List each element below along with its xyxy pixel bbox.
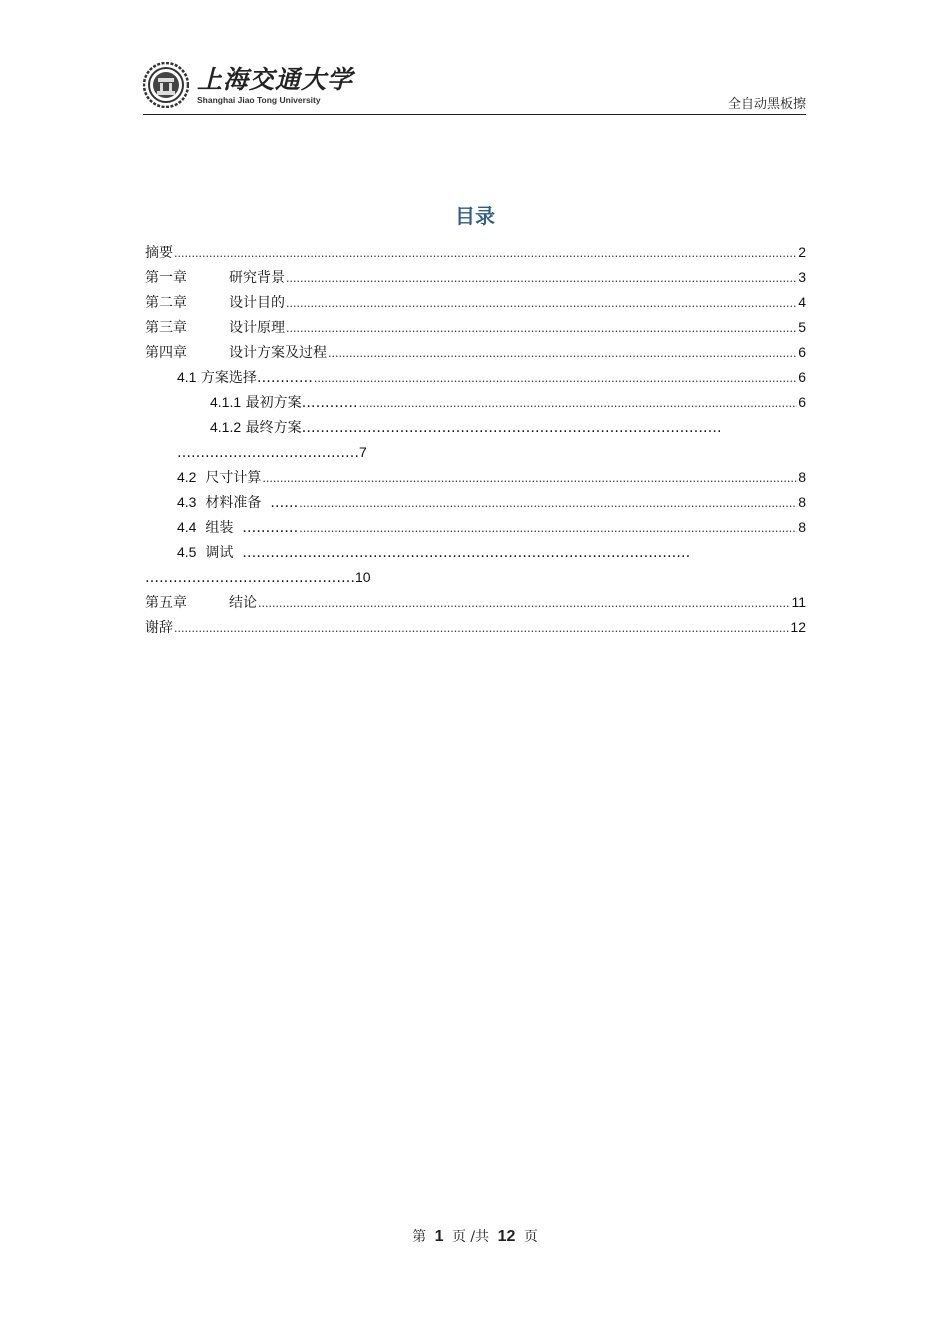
page-header	[143, 60, 806, 115]
toc-page-number: 3	[798, 269, 806, 285]
toc-leader	[286, 266, 797, 291]
logo-chinese-name: 上海交通大学	[197, 64, 354, 94]
toc-leader	[299, 491, 797, 516]
page-footer	[0, 1226, 950, 1246]
toc-page-number: 5	[798, 319, 806, 335]
toc-leader	[258, 591, 790, 616]
toc-chapter-number: 第二章	[145, 295, 187, 311]
toc-entry-chapter-1[interactable]	[145, 265, 806, 290]
toc-section-number: 4.5	[177, 544, 197, 560]
toc-entry-label: 设计原理	[229, 320, 285, 336]
toc-leader	[299, 516, 797, 541]
toc-entry-4-2[interactable]	[177, 465, 806, 490]
toc-leader-ellipsis: …………………………………	[177, 445, 359, 461]
toc-section-number: 4.3	[177, 494, 197, 510]
toc-chapter-number: 第一章	[145, 270, 187, 286]
toc-page-number: 2	[798, 244, 806, 260]
footer-prefix: 第	[412, 1229, 427, 1245]
toc-leader	[359, 391, 798, 416]
toc-leader	[286, 291, 797, 316]
toc-entry-label: 材料准备	[205, 495, 262, 511]
toc-leader	[314, 366, 797, 391]
toc-entry-4-1-2[interactable]	[210, 415, 722, 440]
toc-entry-chapter-2[interactable]	[145, 290, 806, 315]
university-seal-icon	[143, 62, 189, 108]
toc-section-number: 4.1.2	[210, 419, 242, 435]
toc-entry-4-1-1[interactable]	[210, 390, 806, 415]
toc-entry-4-5[interactable]	[177, 540, 690, 565]
footer-mid: 页 /共	[451, 1229, 490, 1245]
toc-page-number: 12	[790, 619, 806, 635]
toc-leader	[174, 241, 797, 266]
toc-page-number: 10	[355, 569, 371, 585]
toc-chapter-number: 第五章	[145, 595, 187, 611]
university-logo	[143, 62, 353, 108]
toc-page-number: 6	[798, 369, 806, 385]
toc-chapter-number: 第三章	[145, 320, 187, 336]
toc-entry-4-3[interactable]	[177, 490, 806, 515]
toc-entry-acknowledgement[interactable]	[145, 615, 806, 640]
toc-leader-ellipsis: …………	[242, 520, 299, 536]
toc-page-number: 7	[359, 444, 367, 460]
toc-leader-ellipsis: …………	[256, 370, 313, 386]
toc-entry-label: 方案选择	[200, 370, 257, 386]
toc-entry-4-1-2-continued[interactable]	[177, 440, 367, 465]
toc-section-number: 4.2	[177, 469, 197, 485]
toc-leader-ellipsis: ………………………………………………………………………………	[301, 420, 722, 436]
toc-leader-ellipsis: ……	[270, 495, 299, 511]
toc-page-number: 6	[798, 344, 806, 360]
toc-entry-chapter-3[interactable]	[145, 315, 806, 340]
toc-leader	[286, 316, 797, 341]
logo-english-name: Shanghai Jiao Tong University	[197, 94, 321, 105]
toc-page-number: 4	[798, 294, 806, 310]
toc-entry-4-1[interactable]	[177, 365, 806, 390]
toc-entry-label: 结论	[229, 595, 257, 611]
toc-title: 目录	[455, 204, 495, 228]
toc-leader-ellipsis: ……………………………………………………………………………………	[242, 545, 691, 561]
toc-entry-label: 最初方案	[245, 395, 302, 411]
toc-page-number: 8	[798, 519, 806, 535]
toc-leader	[262, 466, 797, 491]
toc-entry-label: 最终方案	[245, 420, 302, 436]
toc-entry-label: 设计方案及过程	[229, 345, 327, 361]
toc-page-number: 8	[798, 469, 806, 485]
toc-entry-label: 组装	[205, 520, 234, 536]
toc-leader	[328, 341, 797, 366]
toc-entry-label: 摘要	[145, 245, 173, 261]
document-title: 全自动黑板擦	[727, 97, 806, 112]
toc-leader-ellipsis: ………………………………………	[145, 570, 355, 586]
toc-leader	[174, 616, 789, 641]
toc-entry-label: 尺寸计算	[205, 470, 262, 486]
toc-entry-label: 调试	[205, 545, 234, 561]
toc-chapter-number: 第四章	[145, 345, 187, 361]
toc-entry-chapter-5[interactable]	[145, 590, 806, 615]
toc-entry-label: 研究背景	[229, 270, 285, 286]
toc-entry-label: 设计目的	[229, 295, 285, 311]
toc-entry-4-4[interactable]	[177, 515, 806, 540]
current-page-number: 1	[434, 1228, 444, 1245]
toc-entry-4-5-continued[interactable]	[145, 565, 371, 590]
footer-suffix: 页	[523, 1229, 538, 1245]
toc-entry-label: 谢辞	[145, 620, 173, 636]
toc-section-number: 4.4	[177, 519, 197, 535]
toc-section-number: 4.1.1	[210, 394, 242, 410]
toc-page-number: 6	[798, 394, 806, 410]
toc-entry-chapter-4[interactable]	[145, 340, 806, 365]
toc-page-number: 11	[791, 594, 806, 610]
toc-entry-abstract[interactable]	[145, 240, 806, 265]
toc-leader-ellipsis: …………	[301, 395, 358, 411]
total-page-count: 12	[497, 1228, 516, 1245]
toc-page-number: 8	[798, 494, 806, 510]
toc-section-number: 4.1	[177, 369, 197, 385]
